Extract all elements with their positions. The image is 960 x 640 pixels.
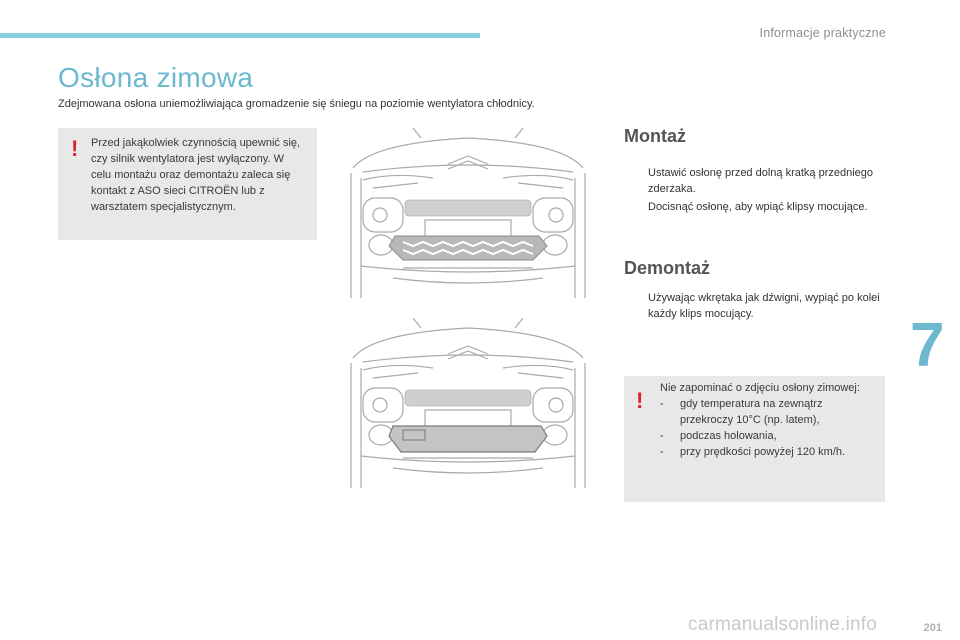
list-item: - podczas holowania, bbox=[660, 430, 777, 442]
list-item: - przy prędkości powyżej 120 km/h. bbox=[660, 446, 846, 458]
exclamation-icon: ! bbox=[71, 136, 79, 161]
demontaz-list bbox=[624, 290, 886, 324]
page-number: 201 bbox=[923, 622, 942, 634]
list-item: - gdy temperatura na zewnątrz przekroczy 10°C (np. latem), bbox=[660, 398, 823, 426]
warning-box-left bbox=[58, 128, 317, 240]
list-item: Używając wkrętaka jak dźwigni, wypiąć po kolei każdy klips mocujący. bbox=[648, 292, 880, 320]
page-subtitle: Zdejmowana osłona uniemożliwiająca gromadzenie się śniegu na poziomie wentylatora chłodnicy. bbox=[58, 98, 535, 110]
montaz-heading: Montaż bbox=[624, 126, 686, 146]
montaz-list bbox=[624, 165, 886, 217]
warning-box-right bbox=[624, 376, 885, 502]
warning-right-list bbox=[660, 396, 875, 460]
page-title: Osłona zimowa bbox=[58, 62, 254, 93]
exclamation-icon: ! bbox=[636, 388, 644, 413]
list-item: Ustawić osłonę przed dolną kratką przedniego zderzaka. bbox=[648, 167, 874, 195]
car-front-illustration-grille bbox=[333, 128, 603, 303]
chapter-number: 7 bbox=[910, 311, 945, 380]
list-item: Docisnąć osłonę, aby wpiąć klipsy mocujące. bbox=[648, 201, 868, 213]
car-front-illustration-cover bbox=[333, 318, 603, 493]
top-accent-bar bbox=[0, 33, 480, 38]
section-header: Informacje praktyczne bbox=[759, 26, 886, 40]
demontaz-heading: Demontaż bbox=[624, 258, 711, 278]
warning-left-text: Przed jakąkolwiek czynnością upewnić się, czy silnik wentylatora jest wyłączony. W celu montażu oraz demontażu zaleca się kontakt z ASO sieci CITROËN lub z warsztatem specjalistycznym. bbox=[91, 137, 301, 213]
warning-right-text bbox=[660, 380, 875, 460]
watermark: carmanualsonline.info bbox=[688, 614, 878, 635]
warning-right-intro: Nie zapominać o zdjęciu osłony zimowej: bbox=[660, 382, 860, 394]
